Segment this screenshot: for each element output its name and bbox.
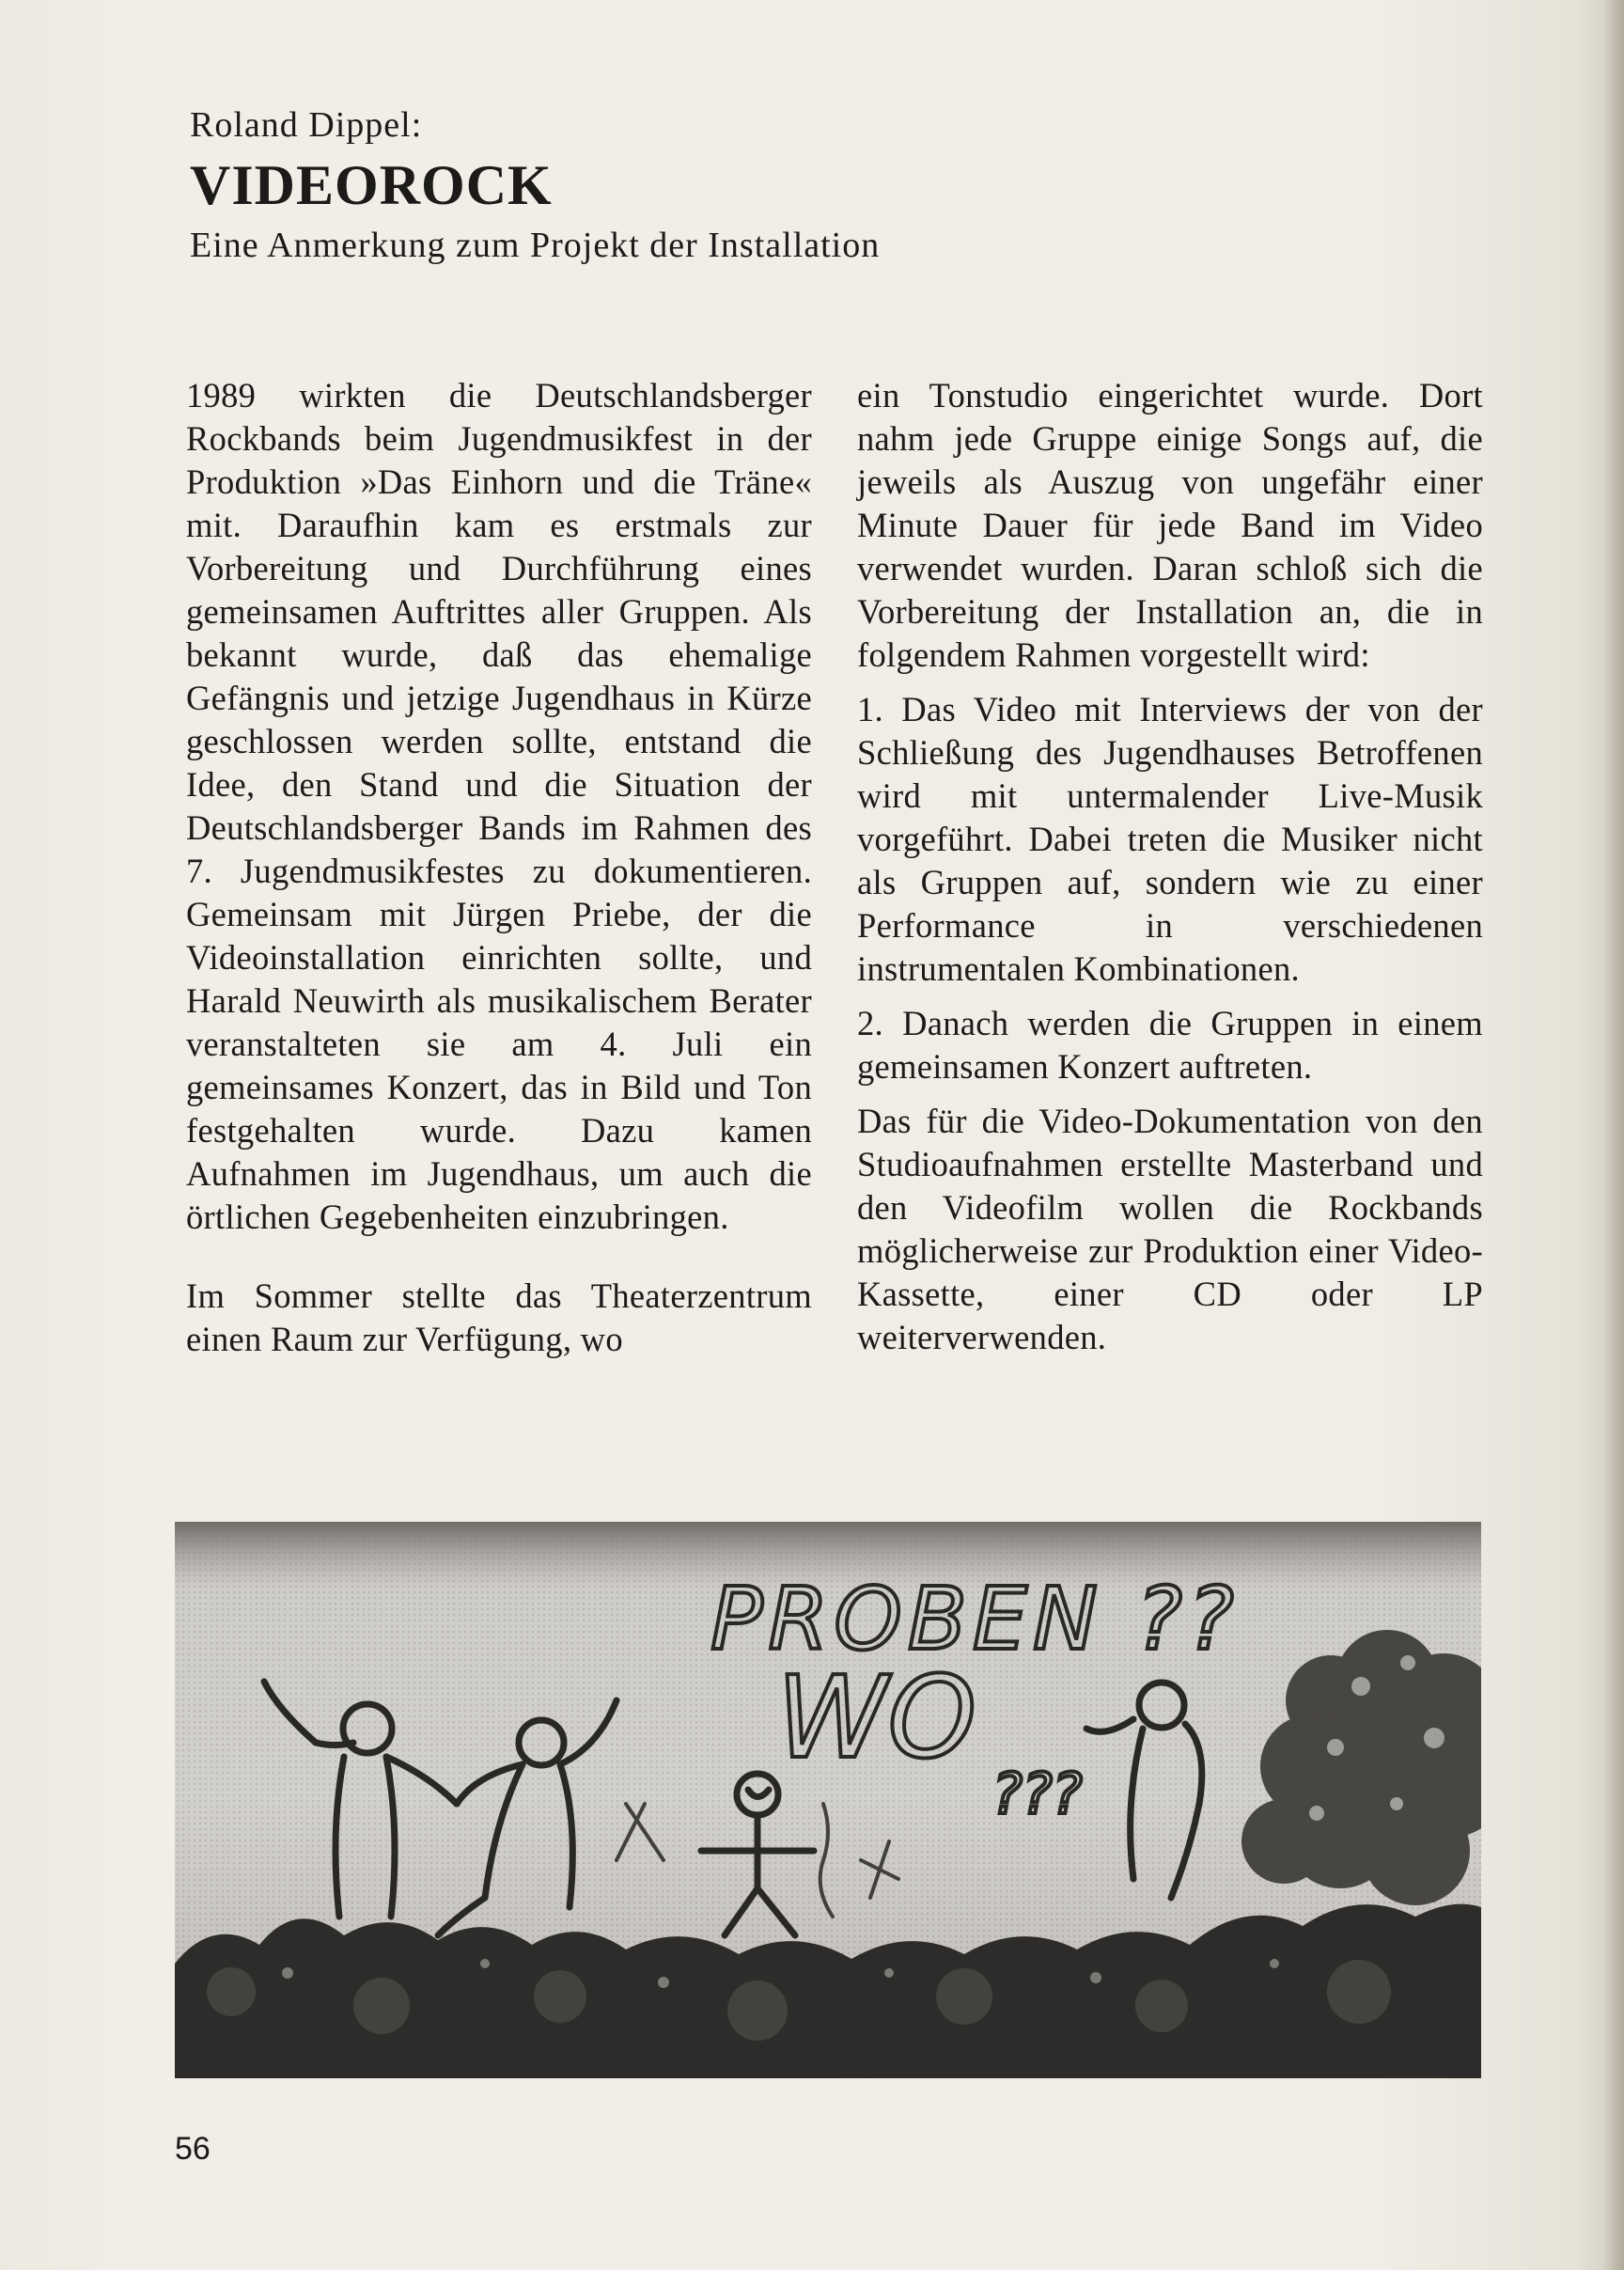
page-number: 56 <box>175 2131 211 2167</box>
spine-shadow <box>1603 0 1624 2270</box>
graffiti-proben-text: PROBEN ?? <box>710 1569 1240 1669</box>
article-title: VIDEOROCK <box>190 154 553 216</box>
paragraph: Das für die Video-Dokumentation von den Studioaufnahmen erstellte Masterband und den Videofilm wollen die Rockbands möglicherweise zur Produktion einer Video-Kassette, einer CD oder LP weiterverwenden. <box>857 1102 1483 1356</box>
paragraph: 2. Danach werden die Gruppen in einem gemeinsamen Konzert auftreten. <box>857 1004 1483 1086</box>
paragraph: ein Tonstudio eingerichtet wurde. Dort nahm jede Gruppe einige Songs auf, die jeweils als Auszug von ungefähr einer Minute Dauer für jede Band im Video verwendet wurden. Daran schloß sich die Vorbereitung der Installation an, die in folgendem Rahmen vorgestellt wird: <box>857 376 1483 674</box>
paragraph: 1989 wirkten die Deutschlandsberger Rockbands beim Jugendmusikfest in der Produktion »Das Einhorn und die Träne« mit. Daraufhin kam es erstmals zur Vorbereitung und Durchführung eines gemeinsamen Auftrittes aller Gruppen. Als bekannt wurde, daß das ehemalige Gefängnis und jetzige Jugendhaus in Kürze geschlossen werden sollte, entstand die Idee, den Stand und die Situation der Deutschlandsberger Bands im Rahmen des 7. Jugendmusikfestes zu dokumentieren. Gemeinsam mit Jürgen Priebe, der die Videoinstallation einrichten sollte, und Harald Neuwirth als musikalischem Berater veranstalteten sie am 4. Juli ein gemeinsames Konzert, das in Bild und Ton festgehalten wurde. Dazu kamen Aufnahmen im Jugendhaus, um auch die örtlichen Gegebenheiten einzubringen. <box>186 376 812 1236</box>
paragraph: Im Sommer stellte das Theaterzentrum einen Raum zur Verfügung, wo <box>186 1276 812 1358</box>
graffiti-question-marks: ??? <box>992 1761 1083 1827</box>
text-column-right <box>857 374 1483 1359</box>
graffiti-wo-text: WO <box>776 1653 977 1784</box>
article-subtitle: Eine Anmerkung zum Projekt der Installation <box>190 226 881 265</box>
paragraph: 1. Das Video mit Interviews der von der Schließung des Jugendhauses Betroffenen wird mit untermalender Live-Musik vorgeführt. Dabei treten die Musiker nicht als Gruppen auf, sondern wie zu einer Performance in verschiedenen instrumentalen Kombinationen. <box>857 690 1483 988</box>
graffiti-photo <box>175 1522 1481 2078</box>
graffiti-photo-image <box>175 1522 1481 2078</box>
author-name: Roland Dippel: <box>190 105 423 145</box>
text-column-left <box>186 374 812 1361</box>
